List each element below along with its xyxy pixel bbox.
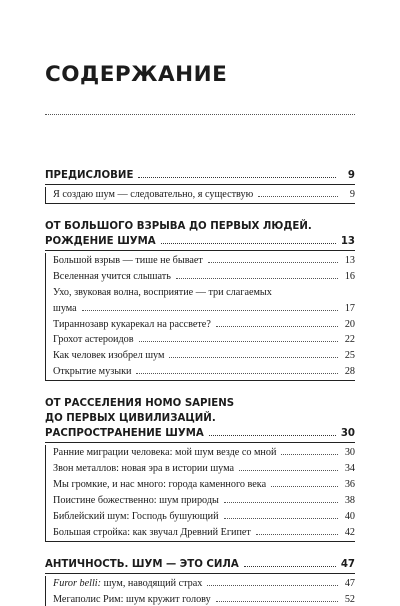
dot-leader <box>216 326 338 327</box>
page-number: 13 <box>340 235 355 247</box>
dot-leader <box>136 373 338 374</box>
toc-entry[interactable] <box>53 348 355 364</box>
page-number: 16 <box>344 270 355 282</box>
dot-leader <box>271 486 338 487</box>
section-title-line: ОТ РАССЕЛЕНИЯ HOMO SAPIENS <box>45 398 235 410</box>
entry-row <box>53 253 355 269</box>
page-title: СОДЕРЖАНИЕ <box>45 62 228 87</box>
section-title-row <box>45 234 355 251</box>
entry-title-line: Звон металлов: новая эра в истории шума <box>53 463 235 475</box>
dot-leader <box>216 601 338 602</box>
dot-leader <box>256 534 338 535</box>
toc-entry[interactable] <box>53 269 355 285</box>
entry-title-line: Грохот астероидов <box>53 334 134 346</box>
entry-row <box>53 348 355 364</box>
toc-entry[interactable] <box>53 445 355 461</box>
toc-entry[interactable] <box>53 493 355 509</box>
dot-leader <box>207 585 338 586</box>
entry-title-line <box>53 576 202 592</box>
toc-section <box>45 219 355 381</box>
dot-leader <box>244 566 336 567</box>
section-title-line: РАСПРОСТРАНЕНИЕ ШУМА <box>45 428 204 440</box>
toc-entry[interactable] <box>53 364 355 380</box>
entry-row <box>53 461 355 477</box>
section-title-line: ОТ БОЛЬШОГО ВЗРЫВА ДО ПЕРВЫХ ЛЮДЕЙ. <box>45 220 312 232</box>
entry-row <box>53 301 355 317</box>
toc-entry[interactable] <box>53 477 355 493</box>
page-number: 36 <box>344 478 355 490</box>
page-number: 13 <box>344 254 355 266</box>
entry-row <box>53 317 355 333</box>
page-number: 30 <box>344 447 355 459</box>
page-number: 34 <box>344 463 355 475</box>
entry-title-line: Мы громкие, и нас много: города каменного века <box>53 478 267 490</box>
entry-row <box>53 187 355 203</box>
entry-title-line: Поистине божественно: шум природы <box>53 494 219 506</box>
entry-title-line: Ранние миграции человека: мой шум везде со мной <box>53 447 277 459</box>
dot-leader <box>176 278 338 279</box>
page-number: 20 <box>344 318 355 330</box>
dot-leader <box>258 196 338 197</box>
toc-entry[interactable] <box>53 317 355 333</box>
page-number: 40 <box>344 510 355 522</box>
section-heading[interactable] <box>45 557 355 574</box>
entry-row <box>53 445 355 461</box>
entry-list <box>45 187 355 204</box>
entry-title-line: Тираннозавр кукарекал на рассвете? <box>53 318 211 330</box>
entry-title-line: Я создаю шум — следовательно, я существую <box>53 189 254 200</box>
dot-leader <box>82 310 338 311</box>
toc-entry[interactable] <box>53 592 355 606</box>
page-number: 9 <box>349 189 355 200</box>
entry-row <box>53 332 355 348</box>
dot-leader <box>239 470 338 471</box>
entry-title-line: Вселенная учится слышать <box>53 270 171 282</box>
entry-row <box>53 576 355 592</box>
page-number: 25 <box>344 350 355 362</box>
dot-leader <box>138 177 336 178</box>
toc-section <box>45 557 355 606</box>
page-number: 42 <box>344 526 355 538</box>
section-title-line: ДО ПЕРВЫХ ЦИВИЛИЗАЦИЙ. <box>45 413 216 425</box>
section-title-row <box>45 557 355 574</box>
entry-list <box>45 445 355 541</box>
entry-title-line: Ухо, звуковая волна, восприятие — три слагаемых <box>53 286 272 298</box>
toc-entry[interactable] <box>53 525 355 541</box>
entry-row <box>53 525 355 541</box>
dot-leader <box>169 357 338 358</box>
section-title-line: РОЖДЕНИЕ ШУМА <box>45 235 156 247</box>
entry-title-line: Большой взрыв — тише не бывает <box>53 254 203 266</box>
dot-leader <box>281 454 338 455</box>
page-number: 22 <box>344 334 355 346</box>
page-number: 52 <box>344 593 355 605</box>
entry-row <box>53 509 355 525</box>
section-title-line: АНТИЧНОСТЬ. ШУМ — ЭТО СИЛА <box>45 558 239 570</box>
section-title-line: ПРЕДИСЛОВИЕ <box>45 170 134 181</box>
entry-title-line: шума <box>53 302 77 314</box>
entry-title-line: Открытие музыки <box>53 366 132 378</box>
page-number: 38 <box>344 494 355 506</box>
dot-leader <box>139 341 338 342</box>
title-divider <box>45 114 355 115</box>
dot-leader <box>224 502 338 503</box>
dot-leader <box>224 518 338 519</box>
toc-entry[interactable] <box>53 253 355 269</box>
toc-entry[interactable] <box>53 509 355 525</box>
section-title-row <box>45 168 355 185</box>
entry-list <box>45 253 355 381</box>
page-number: 47 <box>340 558 355 570</box>
toc-entry[interactable] <box>53 461 355 477</box>
toc-entry[interactable] <box>53 576 355 592</box>
dot-leader <box>161 243 336 244</box>
page-number: 17 <box>344 302 355 314</box>
table-of-contents <box>45 168 355 606</box>
toc-section <box>45 168 355 204</box>
entry-row <box>53 269 355 285</box>
dot-leader <box>209 435 336 436</box>
entry-row <box>53 364 355 380</box>
section-heading[interactable] <box>45 168 355 185</box>
page-number: 47 <box>344 577 355 589</box>
entry-row <box>53 592 355 606</box>
entry-title-line: Библейский шум: Господь бушующий <box>53 510 219 522</box>
dot-leader <box>208 262 338 263</box>
entry-title-rest: шум, наводящий страх <box>101 577 203 589</box>
entry-italic-prefix: Furor belli: <box>53 577 102 589</box>
section-title-row <box>45 426 355 443</box>
page-number: 9 <box>347 170 355 181</box>
entry-row <box>53 493 355 509</box>
page-number: 30 <box>340 428 355 440</box>
section-heading[interactable] <box>45 219 355 251</box>
entry-row <box>53 477 355 493</box>
entry-title-line: Мегаполис Рим: шум кружит голову <box>53 593 211 605</box>
entry-title-line: Как человек изобрел шум <box>53 350 165 362</box>
entry-title-line: Большая стройка: как звучал Древний Египет <box>53 526 251 538</box>
toc-entry[interactable] <box>53 285 355 317</box>
toc-entry[interactable] <box>53 332 355 348</box>
entry-list <box>45 576 355 606</box>
toc-section <box>45 396 355 541</box>
section-heading[interactable] <box>45 396 355 443</box>
toc-entry[interactable] <box>53 187 355 203</box>
page-number: 28 <box>344 366 355 378</box>
